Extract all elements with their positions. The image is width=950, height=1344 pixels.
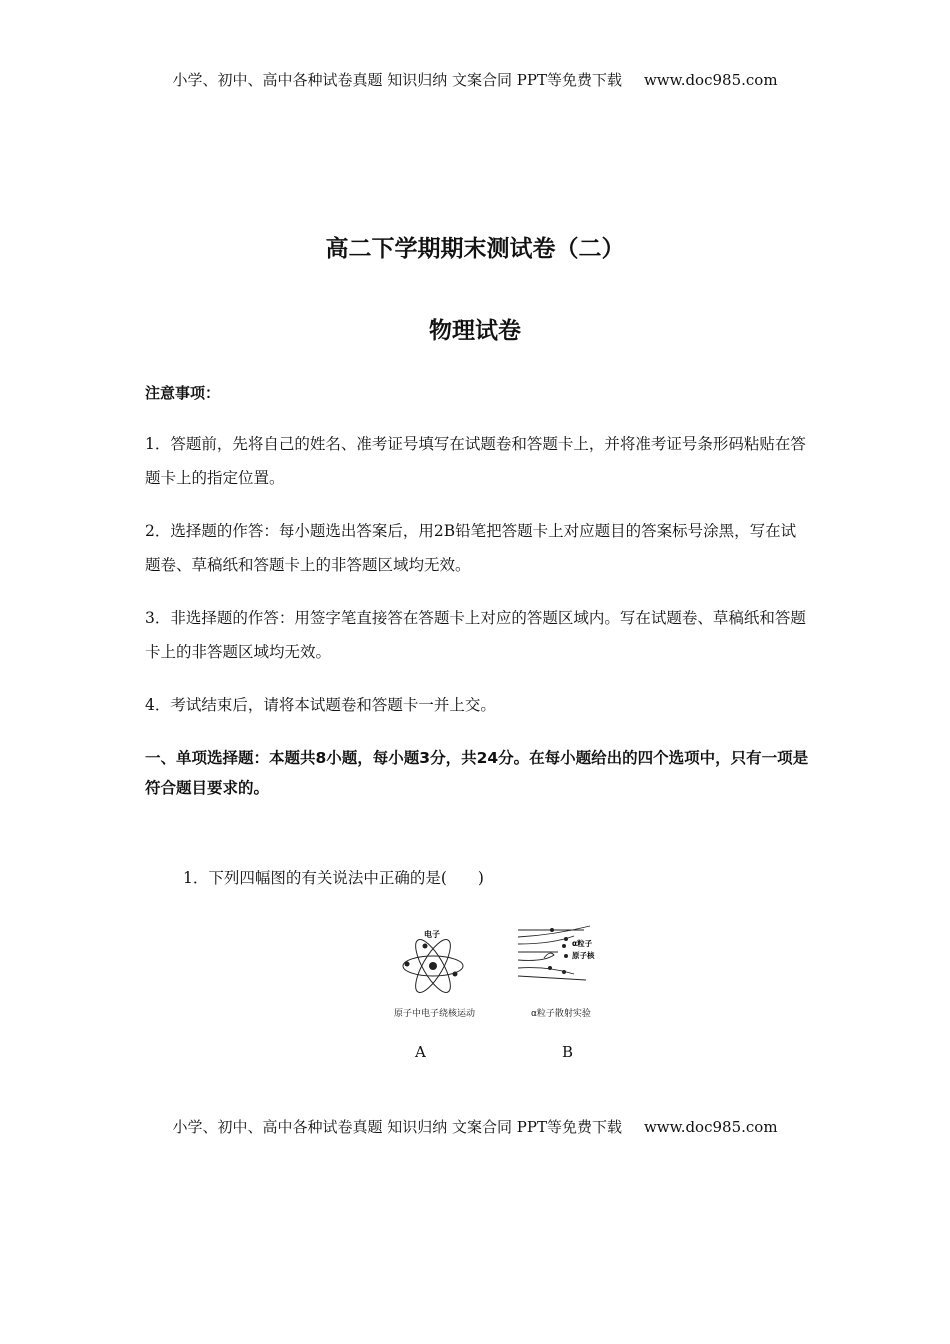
alpha-scattering-figure [514, 922, 614, 984]
electron-label: 电子 [424, 930, 440, 939]
page-header [0, 69, 950, 90]
notice-heading: 注意事项： [145, 384, 221, 402]
option-a-label: A [415, 1043, 426, 1061]
footer-text: 小学、初中、高中各种试卷真题 知识归纳 文案合同 PPT等免费下载 [172, 1118, 622, 1136]
question-1-stem: 1．下列四幅图的有关说法中正确的是( ) [183, 869, 484, 887]
alpha-particle-label: α粒子 [572, 939, 593, 948]
figure-a-caption: 原子中电子绕核运动 [394, 1009, 476, 1019]
exam-title: 高二下学期期末测试卷（二） [325, 236, 625, 262]
notice-item-3: 3．非选择题的作答：用签字笔直接答在答题卡上对应的答题区域内。写在试题卷、草稿纸和答题卡上的非答题区域均无效。 [145, 609, 806, 661]
header-text: 小学、初中、高中各种试卷真题 知识归纳 文案合同 PPT等免费下载 [172, 71, 622, 89]
header-url[interactable]: www.doc985.com [643, 71, 778, 89]
notice-item-1: 1．答题前，先将自己的姓名、准考证号填写在试题卷和答题卡上，并将准考证号条形码粘贴在答题卡上的指定位置。 [145, 435, 806, 487]
notice-item-2: 2．选择题的作答：每小题选出答案后，用2B铅笔把答题卡上对应题目的答案标号涂黑，写在试题卷、草稿纸和答题卡上的非答题区域均无效。 [145, 522, 797, 574]
footer-url[interactable]: www.doc985.com [643, 1118, 778, 1136]
exam-subtitle: 物理试卷 [429, 318, 521, 344]
nucleus-label: 原子核 [572, 951, 595, 960]
page-footer [0, 1116, 950, 1137]
section-heading: 一、单项选择题：本题共8小题，每小题3分，共24分。在每小题给出的四个选项中，只有一项是符合题目要求的。 [145, 749, 809, 797]
figure-b-caption: α粒子散射实验 [531, 1009, 591, 1019]
atom-model-figure [398, 926, 468, 998]
notice-item-4: 4．考试结束后，请将本试题卷和答题卡一并上交。 [145, 696, 496, 714]
option-b-label: B [562, 1043, 574, 1061]
